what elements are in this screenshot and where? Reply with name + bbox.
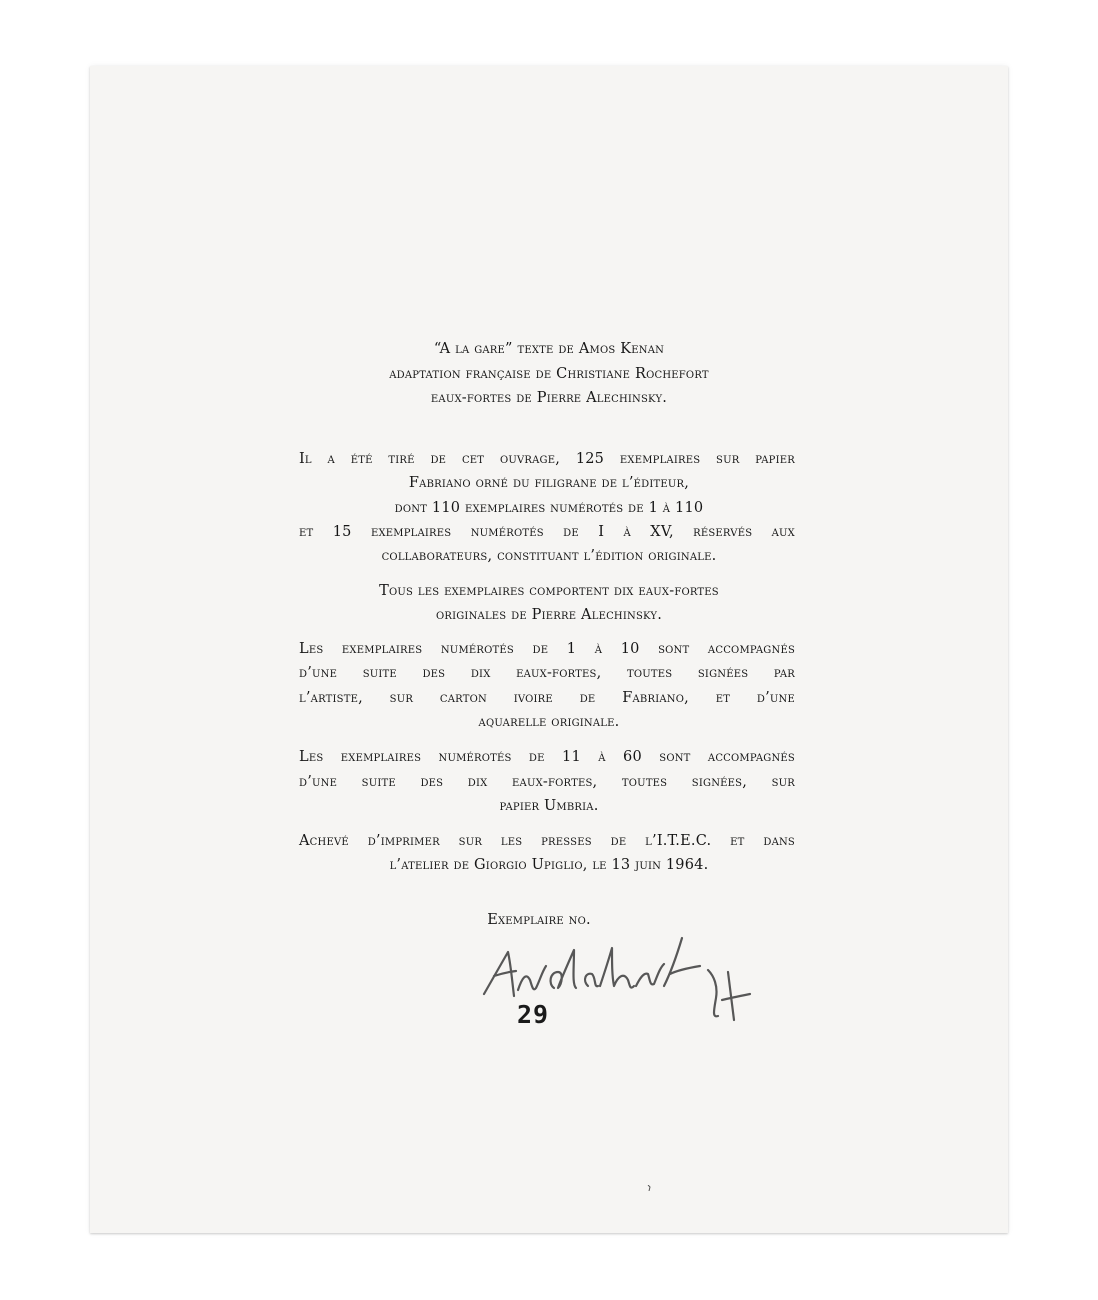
- printing-line-1: Achevé d’imprimer sur les presses de l’I.T.E.C. et dans: [299, 833, 795, 849]
- etchings-line-2: originales de Pierre Alechinsky.: [435, 607, 663, 623]
- etchings-line-1: Tous les exemplaires comportent dix eaux-fortes: [379, 583, 719, 599]
- eleven-sixty-line-2: d’une suite des dix eaux-fortes, toutes signées, sur: [299, 774, 795, 790]
- copy-number-stamp: 29: [517, 1000, 550, 1029]
- print-run-line-5: collaborateurs, constituant l’édition originale.: [381, 548, 717, 564]
- first-ten-line-4: aquarelle originale.: [478, 714, 620, 730]
- first-ten-line-2: d’une suite des dix eaux-fortes, toutes signées par: [299, 665, 795, 681]
- print-run-line-1: Il a été tiré de cet ouvrage, 125 exemplaires sur papier: [299, 451, 795, 467]
- print-run-line-3: dont 110 exemplaires numérotés de 1 à 110: [394, 500, 704, 516]
- print-run-line-4: et 15 exemplaires numérotés de I à XV, réservés aux: [299, 524, 795, 540]
- eleven-sixty-line-3: papier Umbria.: [499, 798, 599, 814]
- first-ten-line-3: l’artiste, sur carton ivoire de Fabriano, et d’une: [299, 690, 795, 706]
- header-line-adaptation: adaptation française de Christiane Rochefort: [389, 366, 709, 382]
- print-run-line-2: Fabriano orné du filigrane de l’éditeur,: [408, 475, 690, 491]
- paper-sheet: [90, 66, 1008, 1233]
- header-line-title: “A la gare” texte de Amos Kenan: [433, 341, 665, 357]
- eleven-sixty-line-1: Les exemplaires numérotés de 11 à 60 sont accompagnés: [299, 749, 795, 765]
- printing-line-2: l’atelier de Giorgio Upiglio, le 13 juin 1964.: [389, 857, 709, 873]
- first-ten-line-1: Les exemplaires numérotés de 1 à 10 sont accompagnés: [299, 641, 795, 657]
- header-line-etchings: eaux-fortes de Pierre Alechinsky.: [430, 390, 668, 406]
- paper-speck: [647, 1185, 651, 1191]
- copy-number-label: Exemplaire no.: [487, 912, 591, 928]
